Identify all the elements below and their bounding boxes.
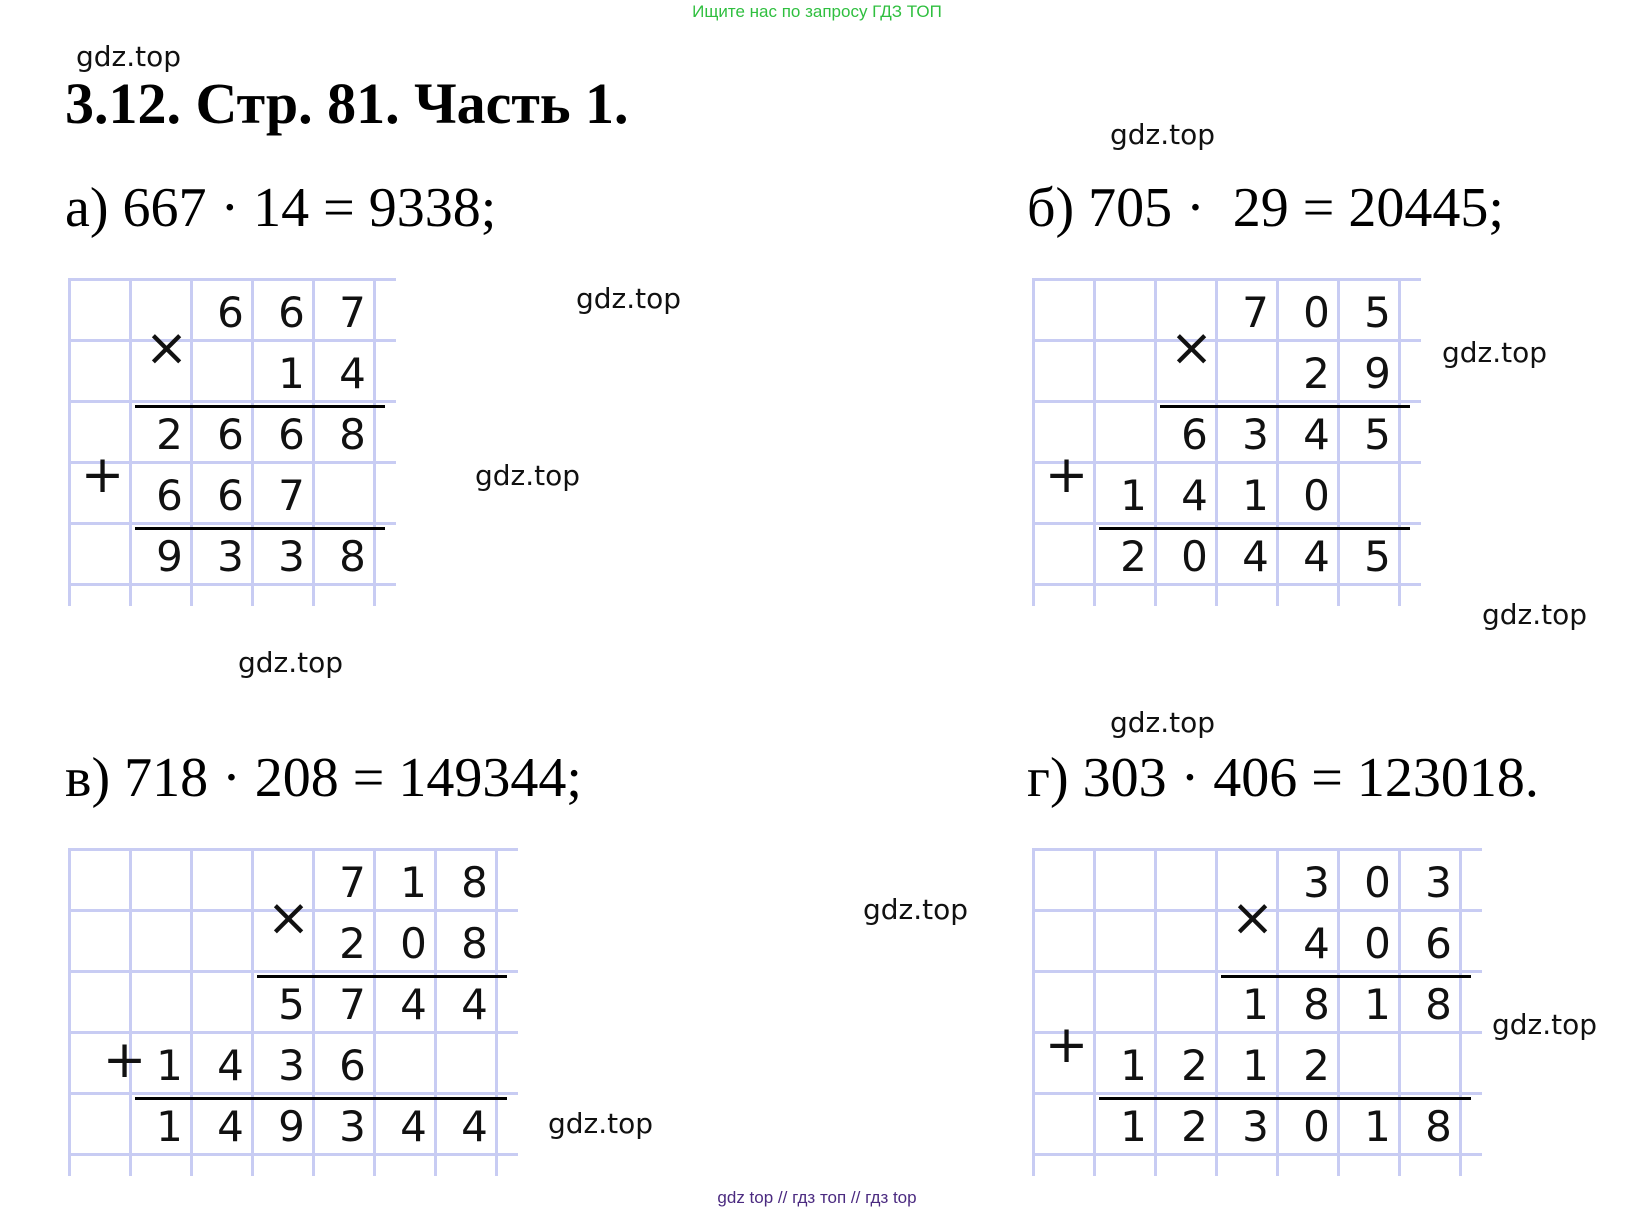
digit: 4 — [217, 1041, 244, 1090]
digit: 1 — [400, 858, 427, 907]
digit: 9 — [278, 1102, 305, 1151]
digit: 7 — [339, 858, 366, 907]
watermark: gdz.top — [1482, 598, 1588, 631]
digit: 6 — [1181, 410, 1208, 459]
digit: 3 — [339, 1102, 366, 1151]
watermark: gdz.top — [576, 282, 682, 315]
digit: 4 — [461, 980, 488, 1029]
digit: 4 — [1181, 471, 1208, 520]
digit: 9 — [156, 532, 183, 581]
digit: 8 — [1303, 980, 1330, 1029]
watermark: gdz.top — [548, 1107, 654, 1140]
digit: 4 — [1303, 919, 1330, 968]
digit: 1 — [278, 349, 305, 398]
digit: 1 — [156, 1041, 183, 1090]
watermark: gdz.top — [863, 893, 969, 926]
digit: 2 — [1181, 1041, 1208, 1090]
digit: 3 — [1303, 858, 1330, 907]
digit: 0 — [1364, 919, 1391, 968]
grid-v — [68, 848, 518, 1176]
equation-g: г) 303 · 406 = 123018. — [1027, 747, 1539, 809]
top-banner: Ищите нас по запросу ГДЗ ТОП — [692, 2, 942, 21]
page-title: 3.12. Стр. 81. Часть 1. — [65, 71, 629, 136]
digit: 6 — [156, 471, 183, 520]
plus-sign: + — [1044, 1015, 1089, 1075]
watermark: gdz.top — [475, 459, 581, 492]
digit: 1 — [1242, 1041, 1269, 1090]
equation-a: а) 667 · 14 = 9338; — [65, 177, 497, 239]
digit: 7 — [1242, 288, 1269, 337]
digit: 0 — [1364, 858, 1391, 907]
digit: 2 — [156, 410, 183, 459]
watermark: gdz.top — [1110, 118, 1216, 151]
watermark: gdz.top — [1492, 1008, 1598, 1041]
digit: 7 — [339, 288, 366, 337]
digit: 1 — [1364, 1102, 1391, 1151]
digit: 6 — [278, 288, 305, 337]
watermark: gdz.top — [238, 646, 344, 679]
grid-a — [68, 278, 396, 606]
digit: 2 — [339, 919, 366, 968]
digit: 5 — [1364, 288, 1391, 337]
digit: 2 — [1303, 1041, 1330, 1090]
multiply-sign: × — [266, 888, 311, 948]
footer-watermark: gdz top // гдз топ // гдз top — [717, 1188, 917, 1207]
multiply-sign: × — [1169, 318, 1214, 378]
digit: 5 — [278, 980, 305, 1029]
digit: 3 — [1242, 1102, 1269, 1151]
watermark: gdz.top — [1110, 706, 1216, 739]
digit: 0 — [1303, 471, 1330, 520]
digit: 3 — [1242, 410, 1269, 459]
digit: 6 — [217, 288, 244, 337]
digit: 1 — [1120, 1102, 1147, 1151]
digit: 6 — [339, 1041, 366, 1090]
digit: 0 — [1303, 288, 1330, 337]
digit: 6 — [217, 410, 244, 459]
digit: 1 — [1120, 471, 1147, 520]
plus-sign: + — [1044, 445, 1089, 505]
digit: 4 — [461, 1102, 488, 1151]
digit: 0 — [1181, 532, 1208, 581]
digit: 4 — [339, 349, 366, 398]
digit: 8 — [461, 858, 488, 907]
grid-g — [1032, 848, 1482, 1176]
digit: 5 — [1364, 410, 1391, 459]
digit: 2 — [1303, 349, 1330, 398]
digit: 7 — [278, 471, 305, 520]
digit: 7 — [339, 980, 366, 1029]
digit: 4 — [1242, 532, 1269, 581]
digit: 8 — [1425, 980, 1452, 1029]
equation-v: в) 718 · 208 = 149344; — [65, 747, 582, 809]
digit: 2 — [1120, 532, 1147, 581]
digit: 3 — [278, 1041, 305, 1090]
digit: 8 — [339, 532, 366, 581]
digit: 5 — [1364, 532, 1391, 581]
digit: 1 — [1242, 471, 1269, 520]
digit: 6 — [217, 471, 244, 520]
digit: 6 — [1425, 919, 1452, 968]
digit: 9 — [1364, 349, 1391, 398]
plus-sign: + — [102, 1030, 147, 1090]
digit: 6 — [278, 410, 305, 459]
digit: 1 — [1364, 980, 1391, 1029]
multiply-sign: × — [1230, 888, 1275, 948]
digit: 1 — [1120, 1041, 1147, 1090]
watermark: gdz.top — [1442, 336, 1548, 369]
digit: 4 — [1303, 410, 1330, 459]
plus-sign: + — [80, 445, 125, 505]
equation-b: б) 705 · 29 = 20445; — [1027, 177, 1504, 239]
multiply-sign: × — [144, 318, 189, 378]
digit: 2 — [1181, 1102, 1208, 1151]
digit: 8 — [1425, 1102, 1452, 1151]
digit: 1 — [156, 1102, 183, 1151]
digit: 8 — [461, 919, 488, 968]
digit: 4 — [400, 980, 427, 1029]
digit: 1 — [1242, 980, 1269, 1029]
digit: 3 — [278, 532, 305, 581]
digit: 4 — [1303, 532, 1330, 581]
grid-b — [1032, 278, 1421, 606]
digit: 4 — [217, 1102, 244, 1151]
digit: 4 — [400, 1102, 427, 1151]
digit: 3 — [1425, 858, 1452, 907]
digit: 8 — [339, 410, 366, 459]
digit: 0 — [400, 919, 427, 968]
digit: 0 — [1303, 1102, 1330, 1151]
digit: 3 — [217, 532, 244, 581]
watermark: gdz.top — [76, 40, 182, 73]
